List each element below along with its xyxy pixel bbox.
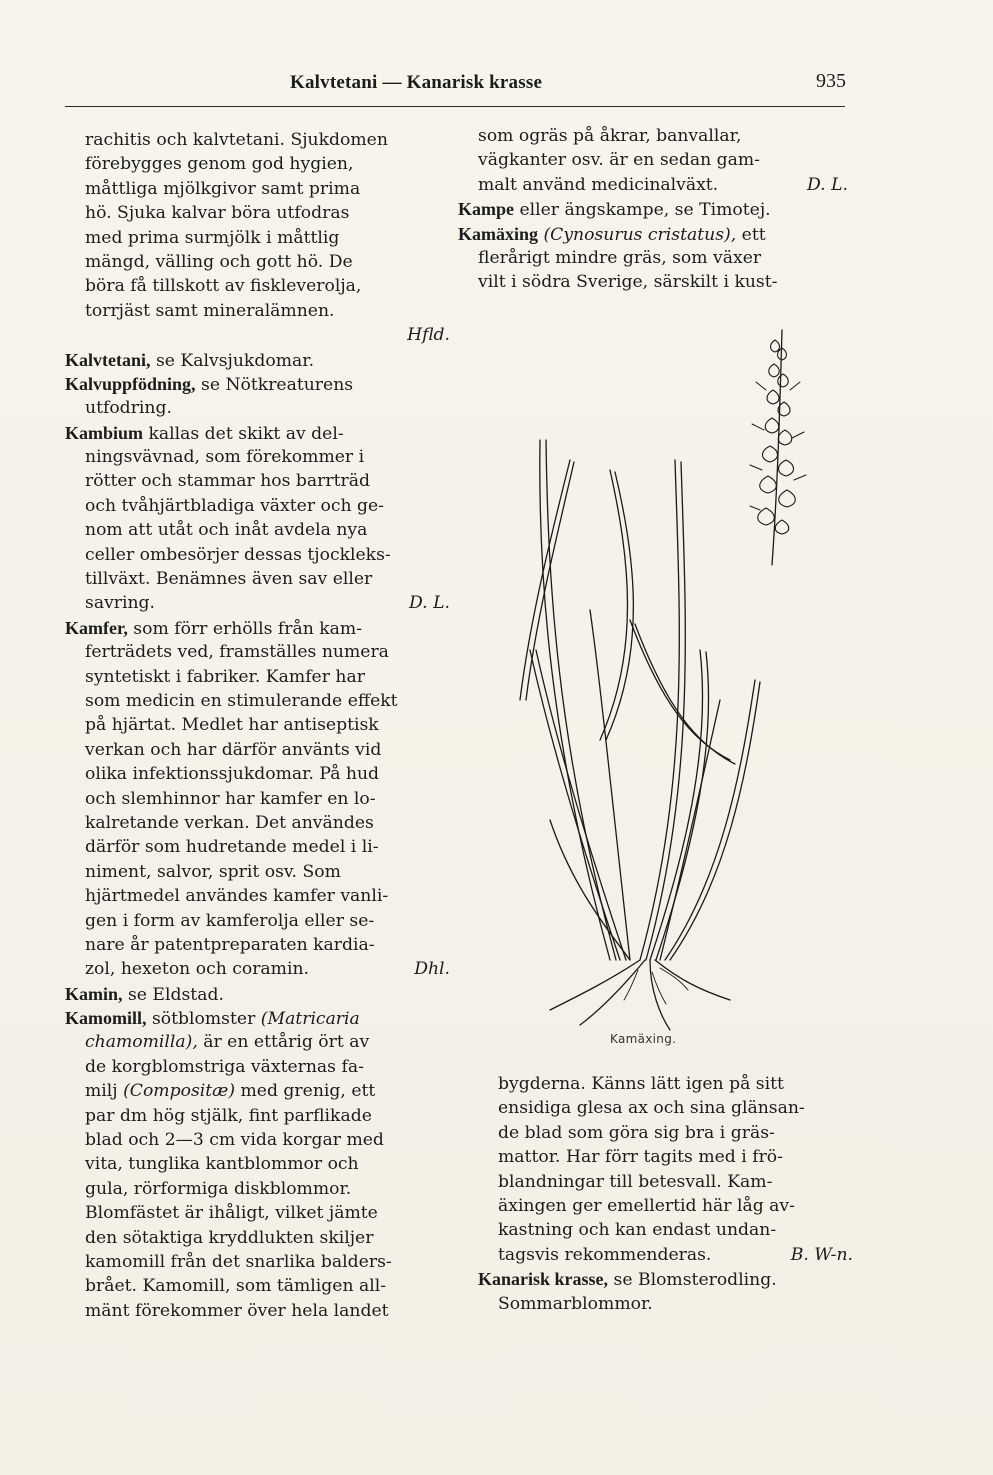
text-line: par dm hög stjälk, fint parflikade [85, 1105, 372, 1126]
entry-text: se Eldstad. [122, 984, 224, 1005]
entry-text: med grenig, ett [235, 1081, 376, 1102]
text-line: Sommarblommor. [498, 1293, 653, 1314]
text-line: den sötaktiga kryddlukten skiljer [85, 1227, 374, 1248]
latin-name: (Matricaria [260, 1009, 360, 1030]
author-signature: D. L. [409, 593, 450, 614]
text-line: mänt förekommer över hela landet [85, 1300, 389, 1321]
text-line: brået. Kamomill, som tämligen all- [85, 1276, 387, 1297]
text-line: gula, rörformiga diskblommor. [85, 1178, 352, 1199]
entry-text: sötblomster [146, 1009, 261, 1030]
text-line: måttliga mjölkgivor samt prima [85, 178, 361, 199]
text-line: och tvåhjärtbladiga växter och ge- [85, 495, 384, 516]
entry-text: tagsvis rekommenderas. [498, 1244, 712, 1265]
author-signature: Hfld. [407, 325, 450, 346]
text-line: böra få tillskott av fiskleverolja, [85, 276, 362, 297]
text-line: de blad som göra sig bra i gräs- [498, 1122, 775, 1143]
entry-text: se Blomsterodling. [608, 1270, 777, 1291]
text-line: vilt i södra Sverige, särskilt i kust- [478, 272, 778, 293]
headword: Kamomill, [65, 1008, 147, 1029]
entry-text: milj [85, 1081, 124, 1102]
headword: Kamäxing [458, 223, 539, 244]
text-line: flerårigt mindre gräs, som växer [478, 247, 762, 268]
text-line: ensidiga glesa ax och sina glänsan- [498, 1098, 805, 1119]
entry-text: malt använd medicinalväxt. [478, 174, 719, 195]
left-column [65, 128, 450, 1323]
text-line [65, 591, 450, 615]
figure-caption: Kamäxing. [610, 1032, 677, 1046]
text-line: som ogräs på åkrar, banvallar, [478, 126, 742, 146]
text-line: de korgblomstriga växternas fa- [85, 1056, 364, 1077]
page-header [60, 68, 846, 104]
entry-kamin [65, 982, 450, 1006]
entry-text: är en ettårig ört av [197, 1032, 370, 1053]
text-line: nare år patentpreparaten kardia- [85, 934, 375, 955]
text-line: äxingen ger emellertid här låg av- [498, 1195, 795, 1216]
headword: Kampe [458, 199, 514, 220]
author-signature: Dhl. [414, 959, 450, 980]
text-line: gen i form av kamferolja eller se- [85, 910, 375, 931]
headword: Kalvuppfödning, [65, 373, 196, 394]
entry-text: se Nötkreaturens [195, 374, 354, 395]
entry-text: som förr erhölls från kam- [127, 618, 363, 639]
text-line: verkan och har därför använts vid [85, 739, 382, 760]
text-line: mängd, välling och gott hö. De [85, 251, 353, 272]
text-line [65, 957, 450, 981]
entry-kalvuppfodning [65, 372, 450, 396]
text-line: olika infektionssjukdomar. På hud [85, 764, 380, 785]
text-line: förebygges genom god hygien, [85, 154, 354, 175]
author-signature: D. L. [807, 174, 848, 195]
entry-kamfer [65, 616, 450, 640]
text-line: niment, salvor, sprit osv. Som [85, 861, 341, 882]
text-line: hö. Sjuka kalvar böra utfodras [85, 203, 350, 224]
text-line: mattor. Har förr tagits med i frö- [498, 1147, 783, 1168]
text-line [458, 173, 848, 197]
running-head: Kalvtetani — Kanarisk krasse [290, 72, 543, 93]
text-line: celler ombesörjer dessas tjockleks- [85, 544, 391, 565]
text-line: blad och 2—3 cm vida korgar med [85, 1130, 384, 1151]
text-line: med prima surmjölk i måttlig [85, 227, 340, 248]
text-line: ningsvävnad, som förekommer i [85, 447, 365, 468]
grass-illustration-icon [490, 320, 840, 1060]
entry-text: kallas det skikt av del- [143, 423, 344, 444]
headword: Kambium [65, 422, 144, 443]
text-line: vägkanter osv. är en sedan gam- [478, 150, 760, 171]
header-rule [65, 106, 845, 107]
text-line: Blomfästet är ihåligt, vilket jämte [85, 1203, 378, 1224]
text-line: ferträdets ved, framställes numera [85, 642, 389, 663]
grass-figure [490, 320, 840, 1060]
entry-kalvtetani [65, 348, 450, 372]
headword: Kamfer, [65, 617, 128, 638]
text-line: syntetiskt i fabriker. Kamfer har [85, 666, 365, 687]
text-line: som medicin en stimulerande effekt [85, 690, 398, 711]
entry-kanarisk-krasse [478, 1267, 853, 1291]
text-line: bygderna. Känns lätt igen på sitt [498, 1074, 784, 1094]
text-line: och slemhinnor har kamfer en lo- [85, 788, 376, 809]
entry-kambium [65, 421, 450, 445]
latin-name: (Cynosurus cristatus), [538, 224, 737, 245]
latin-name: chamomilla), [85, 1032, 198, 1053]
text-line: rötter och stammar hos barrträd [85, 471, 370, 492]
text-line: torrjäst samt mineralämnen. [85, 300, 335, 321]
headword: Kalvtetani, [65, 349, 151, 370]
text-line: rachitis och kalvtetani. Sjukdomen [85, 130, 388, 150]
right-column-bottom [478, 1072, 853, 1316]
entry-text: eller ängskampe, se Timotej. [514, 200, 771, 221]
text-line [478, 1243, 853, 1267]
entry-kampe [458, 197, 848, 221]
text-line: vita, tunglika kantblommor och [85, 1154, 359, 1175]
entry-text: zol, hexeton och coramin. [85, 959, 309, 980]
text-line: nom att utåt och inåt avdela nya [85, 520, 368, 541]
text-line: hjärtmedel användes kamfer vanli- [85, 886, 389, 907]
page-number: 935 [816, 70, 846, 92]
text-line [65, 1079, 450, 1103]
entry-kamomill [65, 1006, 450, 1030]
text-line: tillväxt. Benämnes även sav eller [85, 569, 373, 590]
entry-text: savring. [85, 593, 156, 614]
right-column-top [458, 124, 848, 295]
latin-name: (Compositæ) [123, 1081, 236, 1102]
entry-kamaxing [458, 222, 848, 246]
headword: Kamin, [65, 983, 123, 1004]
entry-text: ett [736, 224, 766, 245]
signature-line [65, 323, 450, 347]
text-line: kalretande verkan. Det användes [85, 812, 374, 833]
text-line: kamomill från det snarlika balders- [85, 1251, 392, 1272]
headword: Kanarisk krasse, [478, 1269, 609, 1290]
author-signature: B. W-n. [790, 1244, 853, 1265]
entry-text: se Kalvsjukdomar. [150, 350, 315, 371]
text-line: därför som hudretande medel i li- [85, 837, 379, 858]
text-line: kastning och kan endast undan- [498, 1220, 777, 1241]
text-line [65, 1030, 450, 1054]
text-line: på hjärtat. Medlet har antiseptisk [85, 715, 379, 736]
text-line: blandningar till betesvall. Kam- [498, 1171, 773, 1192]
text-line: utfodring. [85, 398, 172, 419]
